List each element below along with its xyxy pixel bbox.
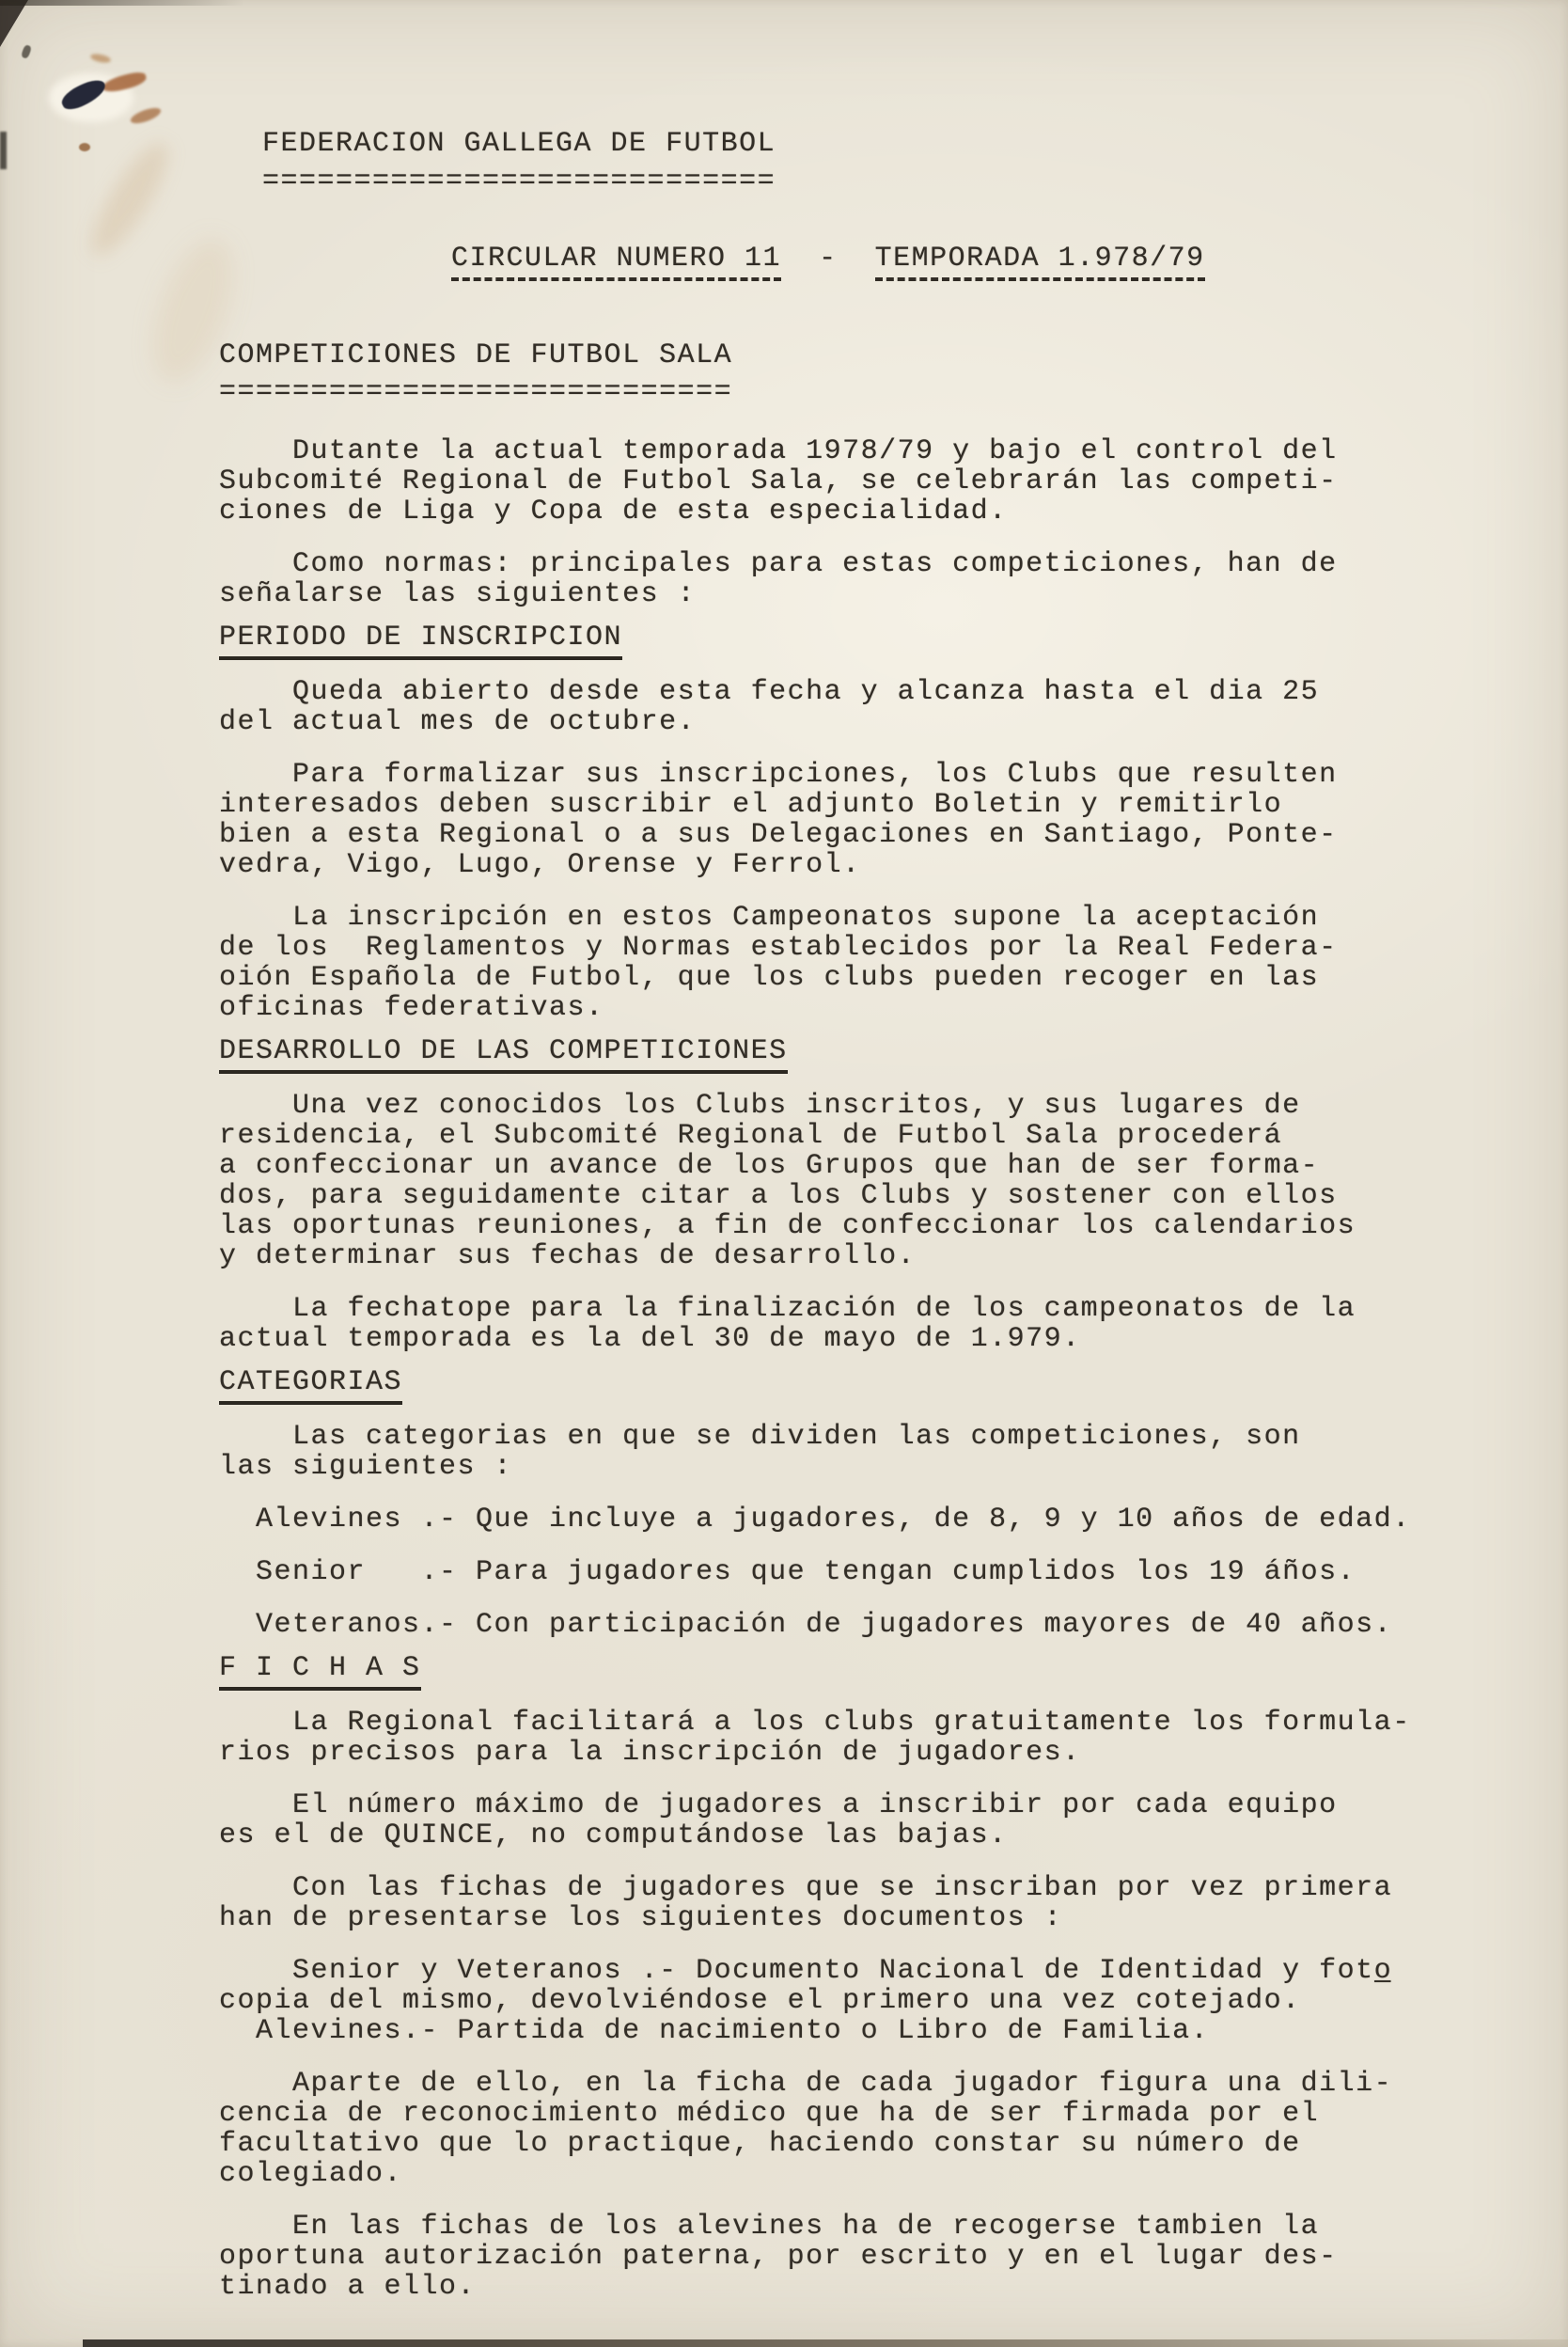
paragraph	[219, 760, 1535, 880]
section-heading	[219, 622, 1535, 653]
paragraph-line: bien a esta Regional o a sus Delegaciones en Santiago, Ponte-	[219, 819, 1338, 851]
paragraph	[219, 1956, 1535, 2046]
circular-document	[219, 129, 1535, 2302]
section-heading-text: DESARROLLO DE LAS COMPETICIONES	[219, 1035, 788, 1074]
section-heading-text: CATEGORIAS	[219, 1366, 402, 1405]
paragraph-line: oión Española de Futbol, que los clubs pueden recoger en las	[219, 962, 1320, 994]
organization-name: FEDERACION GALLEGA DE FUTBOL	[262, 128, 776, 160]
photo-edge-bottom	[83, 2339, 1568, 2347]
paragraph-line: Senior y Veteranos .- Documento Nacional de Identidad y foto̲	[219, 1955, 1393, 1987]
paragraph-line: residencia, el Subcomité Regional de Futbol Sala procederá	[219, 1120, 1283, 1152]
rust-stain	[79, 143, 90, 151]
paragraph-line: Alevines.- Partida de nacimiento o Libro de Familia.	[219, 2015, 1210, 2047]
paragraph-line: actual temporada es la del 30 de mayo de 1.979.	[219, 1323, 1081, 1355]
paragraph	[219, 677, 1535, 737]
paragraph-line: rios precisos para la inscripción de jugadores.	[219, 1737, 1081, 1769]
subject	[219, 340, 1535, 407]
paragraph-line: La fechatope para la finalización de los campeonatos de la	[219, 1293, 1356, 1325]
category-line: Senior .- Para jugadores que tengan cumplidos los 19 áños.	[219, 1556, 1356, 1588]
paragraph	[219, 2212, 1535, 2302]
paragraph-line: ciones de Liga y Copa de esta especialidad.	[219, 496, 1008, 528]
category-item	[219, 1610, 1535, 1640]
paragraph	[219, 1294, 1535, 1354]
paragraph	[219, 1422, 1535, 1482]
section-heading-text: F I C H A S	[219, 1652, 421, 1691]
paragraph-line: Como normas: principales para estas competiciones, han de	[219, 548, 1338, 580]
paragraph-line: las oportunas reuniones, a fin de confeccionar los calendarios	[219, 1210, 1356, 1242]
section-heading	[219, 1036, 1535, 1066]
section-heading	[219, 1367, 1535, 1397]
paragraph-line: Para formalizar sus inscripciones, los Clubs que resulten	[219, 759, 1338, 791]
paragraph-line: interesados deben suscribir el adjunto Boletin y remitirlo	[219, 789, 1283, 821]
paragraph	[219, 1873, 1535, 1933]
section	[219, 1036, 1535, 1066]
category-item	[219, 1504, 1535, 1535]
paragraph	[219, 903, 1535, 1023]
paragraph-line: oportuna autorización paterna, por escrito y en el lugar des-	[219, 2241, 1338, 2273]
category-line: Veteranos.- Con participación de jugadores mayores de 40 años.	[219, 1609, 1393, 1641]
section	[219, 1367, 1535, 1397]
organization-underline: ============================	[262, 165, 776, 197]
category-item	[219, 1557, 1535, 1587]
rust-stain	[89, 53, 111, 64]
paragraph-line: las siguientes :	[219, 1451, 513, 1483]
section-heading-text: PERIODO DE INSCRIPCION	[219, 622, 622, 660]
paragraph-line: Subcomité Regional de Futbol Sala, se celebrarán las competi-	[219, 465, 1338, 497]
photo-corner-shadow	[0, 0, 28, 47]
smudge-stain	[79, 134, 180, 265]
paragraph-line: han de presentarse los siguientes documentos :	[219, 1902, 1063, 1934]
paragraph-line: y determinar sus fechas de desarrollo.	[219, 1240, 917, 1272]
subject-underline: ============================	[219, 376, 733, 408]
paragraph	[219, 1091, 1535, 1271]
document-body	[219, 436, 1535, 2302]
paragraph-line: oficinas federativas.	[219, 992, 604, 1024]
paragraph-line: es el de QUINCE, no computándose las bajas.	[219, 1819, 1008, 1851]
paragraph	[219, 2069, 1535, 2189]
paragraph-line: facultativo que lo practique, haciendo constar su número de	[219, 2128, 1301, 2160]
paragraph-line: Las categorias en que se dividen las competiciones, son	[219, 1421, 1301, 1453]
photo-edge-left	[0, 132, 7, 169]
paragraph-line: Con las fichas de jugadores que se inscriban por vez primera	[219, 1872, 1393, 1904]
paragraph-line: La Regional facilitará a los clubs gratuitamente los formula-	[219, 1707, 1411, 1739]
paragraph-line: El número máximo de jugadores a inscribir por cada equipo	[219, 1789, 1338, 1821]
paragraph-line: Una vez conocidos los Clubs inscritos, y sus lugares de	[219, 1090, 1301, 1122]
paragraph-line: copia del mismo, devolviéndose el primero una vez cotejado.	[219, 1985, 1301, 2017]
paragraph	[219, 1708, 1535, 1768]
circular-heading	[451, 244, 1535, 274]
section	[219, 622, 1535, 653]
section	[219, 1653, 1535, 1683]
season-label: TEMPORADA 1.978/79	[875, 243, 1205, 281]
pen-mark	[21, 44, 32, 59]
paragraph-line: La inscripción en estos Campeonatos supone la aceptación	[219, 902, 1320, 934]
paragraph	[219, 549, 1535, 609]
letterhead	[262, 129, 1535, 197]
circular-number: CIRCULAR NUMERO 11	[451, 243, 781, 281]
category-line: Alevines .- Que incluye a jugadores, de 8, 9 y 10 años de edad.	[219, 1504, 1411, 1536]
rust-stain	[129, 105, 163, 127]
paragraph-line: a confeccionar un avance de los Grupos que han de ser forma-	[219, 1150, 1320, 1182]
paragraph	[219, 1790, 1535, 1851]
section-heading	[219, 1653, 1535, 1683]
paragraph-line: Dutante la actual temporada 1978/79 y bajo el control del	[219, 435, 1338, 467]
paragraph-line: Aparte de ello, en la ficha de cada jugador figura una dili-	[219, 2068, 1393, 2100]
photo-edge-top	[0, 0, 244, 6]
paragraph-line: tinado a ello.	[219, 2271, 477, 2303]
paragraph-line: dos, para seguidamente citar a los Clubs y sostener con ellos	[219, 1180, 1338, 1212]
paragraph-line: de los Reglamentos y Normas establecidos por la Real Federa-	[219, 932, 1338, 964]
paragraph-line: En las fichas de los alevines ha de recogerse tambien la	[219, 2211, 1320, 2243]
paragraph-line: cencia de reconocimiento médico que ha de ser firmada por el	[219, 2098, 1320, 2130]
paragraph-line: vedra, Vigo, Lugo, Orense y Ferrol.	[219, 849, 861, 881]
subject-title: COMPETICIONES DE FUTBOL SALA	[219, 339, 733, 371]
paragraph-line: señalarse las siguientes :	[219, 578, 697, 610]
paragraph-line: colegiado.	[219, 2158, 403, 2190]
paragraph-line: Queda abierto desde esta fecha y alcanza hasta el dia 25	[219, 676, 1320, 708]
circular-separator: -	[819, 243, 838, 275]
paragraph-line: del actual mes de octubre.	[219, 706, 697, 738]
paragraph	[219, 436, 1535, 527]
